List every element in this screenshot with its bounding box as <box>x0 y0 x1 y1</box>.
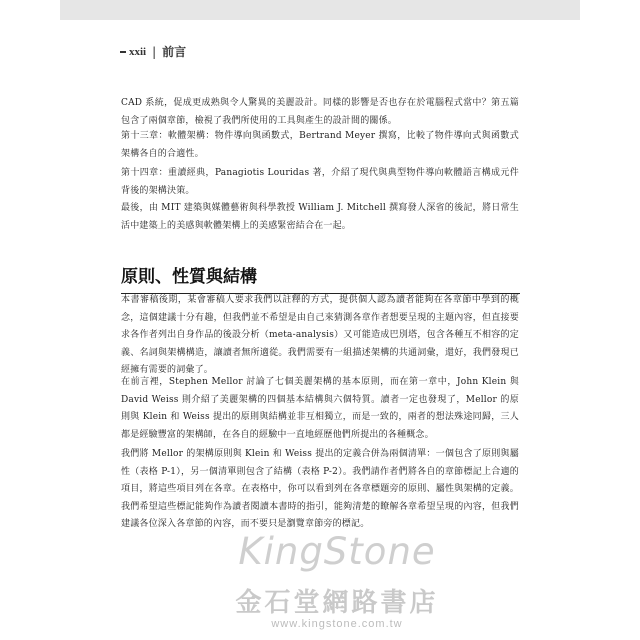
paragraph-chapter13: 第十三章：軟體架構：物件導向與函數式，Bertrand Meyer 撰寫，比較了物件導向式與函數式架構各自的合適性。 <box>121 131 519 159</box>
header-section: 前言 <box>162 45 187 59</box>
watermark-brand-cn: 金石堂網路書店 <box>235 588 439 618</box>
paragraph-review: 本書審稿後期，某會審稿人要求我們以註釋的方式，提供個人認為讀者能夠在各章節中學到的概念，這個建議十分有趣，但我們並不希望是由自己來猜測各章作者想要呈現的主題內容，但直接要求各作者列出自身作品的後設分析（meta-analysis）又可能造成巴別塔，包含各種互不相容的定義、名詞與架構構造，讓讀者無所適從。我們需要有一組描述架構的共通詞彙，還好，我們發現已經擁有需要的詞彙了。 <box>121 295 519 375</box>
header-rule <box>120 51 126 53</box>
header-separator: | <box>152 44 157 59</box>
watermark-brand: KingStone <box>238 530 436 573</box>
paragraph-chapter14: 第十四章：重讀經典，Panagiotis Louridas 著，介紹了現代與典型物件導向軟體語言構成元件背後的架構決策。 <box>121 168 519 196</box>
section-title: 原則、性質與結構 <box>121 262 520 294</box>
top-gray-band <box>60 0 580 20</box>
running-header <box>120 43 186 60</box>
paragraph-cad: CAD 系統，促成更成熟與令人驚異的美麗設計。同樣的影響是否也存在於電腦程式當中？第五篇包含了兩個章節，檢視了我們所使用的工具與產生的設計間的關係。 <box>121 98 519 126</box>
page-number: xxii <box>129 45 147 58</box>
paragraph-tables: 我們將 Mellor 的架構原則與 Klein 和 Weiss 提出的定義合併為兩個清單：一個包含了原則與屬性（表格 P-1），另一個清單則包含了結構（表格 P-2）。我們請作者們將各自的章節標記上合適的項目，將這些項目列在各章。在表格中，你可以看到列在各章標題旁的原則、屬性與架構的定義。我們希望這些標記能夠作為讀者閱讀本書時的指引，能夠清楚的瞭解各章希望呈現的內容，但我們建議各位深入各章節的內容，而不要只是瀏覽章節旁的標記。 <box>121 449 519 529</box>
watermark-url: www.kingstone.com.tw <box>271 618 403 630</box>
paragraph-mellor: 在前言裡，Stephen Mellor 討論了七個美麗架構的基本原則，而在第一章中，John Klein 與 David Weiss 則介紹了美麗架構的四個基本結構與六個特質。讀者一定也發現了，Mellor 的原則與 Klein 和 Weiss 提出的原則與結構並非互相獨立，而是一致的，兩者的想法殊途同歸，三人都是經驗豐富的架構師，在各自的經驗中一直地經歷他們所提出的各種概念。 <box>121 377 519 440</box>
paragraph-afterword: 最後，由 MIT 建築與媒體藝術與科學教授 William J. Mitchell 撰寫發人深省的後記，將日常生活中建築上的美感與軟體架構上的美感緊密結合在一起。 <box>121 203 519 231</box>
